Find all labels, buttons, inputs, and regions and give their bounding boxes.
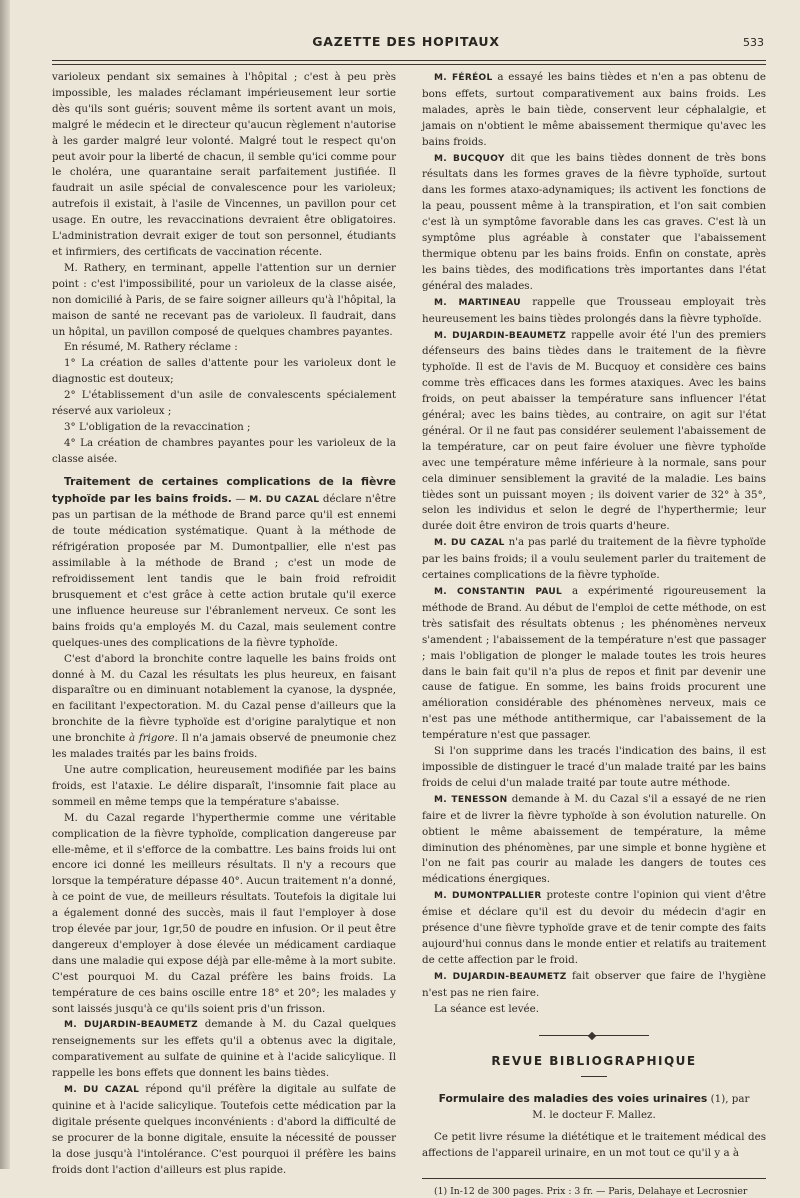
paragraph <box>52 652 396 763</box>
page-header <box>46 28 766 52</box>
paragraph: Traitement de certaines complications de la fièvre typhoïde par les bains froids. — M. DU CAZAL déclare n'être pas un partisan de la méthode de Brand parce qu'il est ennemi de toute médication systématique. Quant à la méthode de réfrigération proposée par M. Dumontpallier, elle n'est pas assimilable à la méthode de Brand ; c'est un mode de refroidissement lent tandis que le bain froid refroidit brusquement et c'est grâce à cette action brutale qu'il exerce une influence heureuse sur l'ébranlement nerveux. Ce sont les bains froids qu'a employés M. du Cazal, mais seulement contre quelques-unes des complications de la fièvre typhoïde. <box>52 474 397 649</box>
page-number: 533 <box>743 36 764 49</box>
list-item: 1° La création de salles d'attente pour les varioleux dont le diagnostic est douteux; <box>52 357 396 386</box>
header-rule <box>52 60 766 65</box>
footnote: (1) In-12 de 300 pages. Prix : 3 fr. — Paris, Delahaye et Lecrosnier <box>434 1186 748 1197</box>
by-word: par <box>731 1093 750 1106</box>
paragraph <box>422 295 766 328</box>
speaker-name: M. MARTINEAU <box>434 297 521 308</box>
paragraph-text: rappelle que Trousseau employait très heureusement les bains tièdes prolongés dans la fièvre typhoïde. <box>422 295 766 325</box>
paragraph-text: C'est d'abord la bronchite contre laquelle les bains froids ont donné à M. du Cazal les résultats les plus heureux, en faisant disparaître ou en diminuant notablement la cyanose, la dyspnée, en facilitant l'expectoration. M. du Cazal pense d'ailleurs que la bronchite de la fièvre typhoïde est d'origine paralytique et non une bronchite <box>52 652 396 745</box>
journal-title: GAZETTE DES HOPITAUX <box>312 34 500 49</box>
speaker-name: M. CONSTANTIN PAUL <box>434 587 563 597</box>
list-item: 3° L'obligation de la revaccination ; <box>64 420 251 433</box>
paragraph <box>52 1082 396 1178</box>
section-heading: Traitement de certaines complications de la fièvre typhoïde par les bains froids. <box>52 474 396 505</box>
speaker-name: M. DU CAZAL <box>249 494 320 505</box>
paragraph <box>422 792 766 888</box>
list-item: 4° La création de chambres payantes pour les varioleux de la classe aisée. <box>52 436 396 465</box>
footnote-rule <box>422 1178 766 1179</box>
list-item: 2° L'établissement d'un asile de convalescents spécialement réservé aux varioleux ; <box>52 389 396 418</box>
speaker-name: M. DUJARDIN-BEAUMETZ <box>434 971 567 982</box>
paragraph-text: demande à M. du Cazal s'il a essayé de ne rien faire et de livrer la fièvre typhoïde à son évolution naturelle. On obtient le même abaissement de température, la même diminution des phénomènes, par une simple et bonne hygiène et l'on ne fait pas courir au malade les dangers de toutes ces médications énergiques. <box>422 792 766 886</box>
speaker-name: M. DUJARDIN-BEAUMETZ <box>64 1020 198 1031</box>
book-author: M. le docteur F. Mallez. <box>532 1109 656 1122</box>
paragraph-text: déclare n'être pas un partisan de la méthode de Brand parce qu'il est ennemi de toute médication systématique. Quant à la méthode de réfrigération proposée par M. Dumontpallier, elle n'est pas assimilable à la méthode de Brand ; c'est un mode de refroidissement lent tandis que le bain froid refroidit brusquement et c'est grâce à cette action brutale qu'il exerce une influence heureuse sur l'ébranlement nerveux. Ce sont les bains froids qu'a employés M. du Cazal, mais seulement contre quelques-unes des complications de la fièvre typhoïde. <box>52 492 397 649</box>
paragraph <box>52 1017 396 1082</box>
speaker-name: M. DUJARDIN-BEAUMETZ <box>434 330 567 341</box>
section-title: REVUE BIBLIOGRAPHIQUE <box>491 1054 697 1069</box>
paragraph <box>422 70 766 151</box>
paragraph: Une autre complication, heureusement modifiée par les bains froids, est l'ataxie. Le délire disparaît, l'insomnie fait place au sommeil en même temps que la température s'abaisse. <box>52 763 396 808</box>
speaker-name: M. BUCQUOY <box>434 153 505 164</box>
paragraph-text: demande à M. du Cazal quelques renseignements sur les effets qu'il a obtenus avec la digitale, comparativement au sulfate de quinine et à l'acide salicylique. Il rappelle les bons effets que donnent les bains tièdes. <box>52 1018 396 1080</box>
paragraph-text: dit que les bains tièdes donnent de très bons résultats dans les formes graves de la fièvre typhoïde, surtout dans les formes ataxo-adynamiques; ils activent les fonctions de la peau, poussent même à la transpiration, et l'on sait combien c'est là un symptôme favorable dans les cas graves. C'est là un symptôme plus agréable à constater que l'abaissement thermique obtenu par les bains froids. Enfin on constate, après les bains tièdes, des modifications très importantes dans l'état général des malades. <box>422 151 766 292</box>
paragraph <box>422 535 766 584</box>
paragraph-text: n'a pas parlé du traitement de la fièvre typhoïde par les bains froids; il a voulu seulement parler du traitement de certaines complications de la fièvre typhoïde. <box>422 536 766 582</box>
paragraph-text: rappelle avoir été l'un des premiers défenseurs des bains tièdes dans le traitement de la fièvre typhoïde. Il est de l'avis de M. Bucquoy et considère ces bains comme très efficaces dans les formes ataxiques. Avec les bains froids, on peut abaisser la température sans influencer l'état général; avec les bains tièdes, au contraire, on agit sur l'état général. Or il ne faut pas considérer seulement l'abaissement de la température, car on peut faire évoluer une fièvre typhoïde avec une température même inférieure à la normale, sans pour cela diminuer sensiblement la gravité de la maladie. Les bains tièdes sont un puissant moyen ; ils doivent varier de 32° à 35°, selon les individus et selon le degré de l'hyperthermie; leur durée doit être environ de trois quarts d'heure. <box>422 328 766 533</box>
italic-term: à frigore <box>129 732 175 745</box>
speaker-name: M. DU CAZAL <box>64 1085 140 1096</box>
left-column <box>52 70 396 1198</box>
paragraph-text: a essayé les bains tièdes et n'en a pas obtenu de bons effets, surtout comparativement aux bains froids. Les malades, après le bain tiède, conservent leur céphalalgie, et jamais on n'obtient le même abaissement thermique qu'avec les bains froids. <box>422 71 767 148</box>
page-binding-edge <box>0 0 10 1169</box>
paragraph: Si l'on supprime dans les tracés l'indication des bains, il est impossible de distinguer le tracé d'un malade traité par les bains froids de celui d'un malade traité par toute autre méthode. <box>422 745 766 789</box>
title-underline <box>581 1076 607 1077</box>
paragraph <box>422 328 766 536</box>
paragraph-text: fait observer que faire de l'hygiène n'est pas ne rien faire. <box>422 969 766 999</box>
paragraph: M. Rathery, en terminant, appelle l'attention sur un dernier point : c'est l'impossibilité, pour un varioleux de la classe aisée, non domicilié à Paris, de se faire soigner ailleurs qu'à l'hôpital, la maison de santé ne recevant pas de varioleux. Il faudrait, dans un hôpital, un pavillon composé de quelques chambres payantes. <box>52 261 396 338</box>
paragraph <box>422 888 766 969</box>
text-columns <box>52 70 766 1198</box>
paragraph-text: . Il n'a jamais observé de pneumonie chez les malades traités par les bains froids. <box>52 732 397 761</box>
paragraph <box>422 969 766 1002</box>
paragraph <box>422 151 766 295</box>
book-title-line <box>422 1091 766 1108</box>
paragraph: En résumé, M. Rathery réclame : <box>64 341 238 354</box>
paragraph: varioleux pendant six semaines à l'hôpital ; c'est à peu près impossible, les malades réclamant impérieusement leur sortie dès qu'ils sont guéris; souvent même ils sortent avant un mois, malgré le médecin et le directeur qu'aucun règlement n'autorise à les garder malgré leur volonté. Malgré tout le respect qu'on peut avoir pour la liberté de chacun, il semble qu'ici comme pour le choléra, une quarantaine serait parfaitement justifiée. Il faudrait un asile spécial de convalescence pour les varioleux; autrefois il existait, à l'asile de Vincennes, un pavillon pour cet usage. En outre, les revaccinations devraient être obligatoires. L'administration devrait exiger de tout son personnel, étudiants et infirmiers, des certificats de vaccination récente. <box>52 71 396 258</box>
paragraph: M. du Cazal regarde l'hyperthermie comme une véritable complication de la fièvre typhoïde, complication dangereuse par elle-même, et il s'efforce de la combattre. Les bains froids lui ont encore ici donné les meilleurs résultats. Il n'y a recours que lorsque la température dépasse 40°. Aucun traitement n'a donné, à ce point de vue, de meilleurs résultats. Toutefois la digitale lui a également donné des succès, mais il faut l'employer à dose trop élevée par jour, 1gr,50 de poudre en infusion. Or il peut être dangereux d'employer à dose élevée un médicament cardiaque dans une maladie qui expose déjà par elle-même à la mort subite. C'est pourquoi M. du Cazal préfère les bains froids. La température de ces bains oscille entre 18° et 20°; les malades y sont laissés jusqu'à ce qu'ils soient pris d'un frisson. <box>52 811 396 1015</box>
book-title: Formulaire des maladies des voies urinaires <box>438 1092 708 1106</box>
paragraph-text: répond qu'il préfère la digitale au sulfate de quinine et à l'acide salicylique. Toutefois cette médication par la digitale présente quelques inconvénients : d'abord la difficulté de se procurer de la bonne digitale, ensuite la nécessité de pousser la dose jusqu'à l'intolérance. C'est pourquoi il préfère les bains froids dont l'action d'ailleurs est plus rapide. <box>52 1083 396 1176</box>
paragraph: La séance est levée. <box>434 1002 539 1015</box>
paragraph-text: proteste contre l'opinion qui vient d'être émise et déclare qu'il est du devoir du médecin d'agir en présence d'une fièvre typhoïde grave et de tenir compte des faits aujourd'hui connus dans le monde entier et relatifs au traitement de cette affection par le froid. <box>422 889 767 966</box>
paragraph: Ce petit livre résume la diététique et le traitement médical des affections de l'appareil urinaire, en un mot tout ce qu'il y a à <box>422 1131 766 1160</box>
speaker-name: M. DU CAZAL <box>434 538 505 549</box>
speaker-name: M. TENESSON <box>434 794 508 805</box>
paragraph <box>422 584 766 744</box>
speaker-name: M. DUMONTPALLIER <box>434 891 542 902</box>
section-separator <box>539 1035 649 1036</box>
paragraph-text: a expérimenté rigoureusement la méthode de Brand. Au début de l'emploi de cette méthode, on est très satisfait des résultats obtenus ; les phénomènes nerveux s'amendent ; l'abaissement de la température n'est que passager ; mais l'obligation de plonger le malade toutes les trois heures dans le bain fait qu'il n'a plus de repos et finit par devenir une cause de fatigue. En somme, les bains froids procurent une amélioration considérable des phénomènes nerveux, mais ce n'est pas une méthode antithermique, car l'abaissement de la température n'est que passager. <box>422 585 767 742</box>
footnote-ref: (1), <box>710 1093 729 1106</box>
speaker-name: M. FÉRÉOL <box>434 73 493 83</box>
right-column <box>422 70 766 1198</box>
